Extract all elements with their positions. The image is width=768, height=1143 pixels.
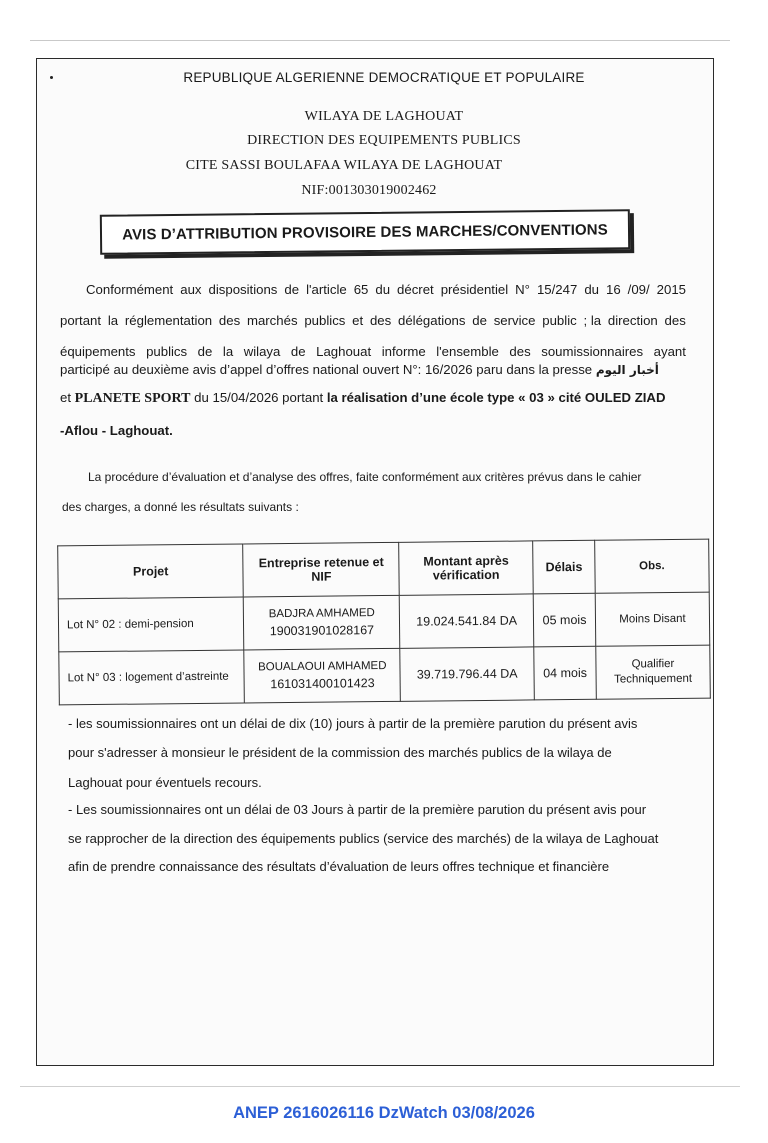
header-projet: Projet [58, 544, 244, 599]
row-obs: Qualifier Techniquement [596, 645, 711, 699]
intro-word: 16 [605, 282, 621, 297]
row-projet: Lot N° 02 : demi-pension [58, 597, 244, 652]
intro-word: la [107, 313, 119, 328]
intro-word: de [284, 282, 300, 297]
note-1-line-1: - les soumissionnaires ont un délai de dix (10) jours à partir de la première parution du présent avis [68, 716, 638, 731]
intro-line-4 [60, 362, 659, 377]
entreprise-name: BOUALAOUI AMHAMED [257, 659, 387, 674]
header-montant: Montant après vérification [399, 541, 533, 595]
row-entreprise [244, 595, 400, 650]
header-address: CITE SASSI BOULAFAA WILAYA DE LAGHOUAT [185, 158, 503, 173]
intro-word: délégations [398, 313, 466, 328]
intro-word: dispositions [208, 282, 278, 297]
footer-reference: ANEP 2616026116 DzWatch 03/08/2026 [233, 1104, 535, 1122]
intro-word: 2015 [656, 282, 686, 297]
intro-word: la [222, 344, 234, 359]
intro-word: 15/247 [536, 282, 578, 297]
intro-word: marchés [246, 313, 298, 328]
intro-word: équipements [60, 344, 136, 359]
header-entreprise: Entreprise retenue et NIF [243, 542, 399, 597]
intro-word: publics [304, 313, 346, 328]
row-montant: 39.719.796.44 DA [400, 647, 534, 701]
newspaper-name: PLANETE SPORT [74, 391, 191, 406]
intro-word: des [664, 313, 686, 328]
arabic-newspaper-name: أخبار اليوم [595, 363, 659, 377]
note-2-line-3: afin de prendre connaissance des résultats d’évaluation de leurs offres technique et financière [68, 859, 610, 874]
intro-word: des [509, 344, 531, 359]
table-header-row [58, 539, 710, 599]
row-obs: Moins Disant [595, 592, 710, 646]
intro-word: l'article [306, 282, 347, 297]
intro-word: et [352, 313, 364, 328]
bottom-divider [20, 1086, 740, 1087]
note-2-line-2: se rapprocher de la direction des équipements publics (service des marchés) de la wilaya de Laghouat [68, 831, 659, 846]
intro-word: Conformément [86, 282, 174, 297]
intro-word: direction [607, 313, 658, 328]
intro-line-2 [60, 313, 686, 328]
intro-line-4-text: participé au deuxième avis d’appel d’offres national ouvert N°: 16/2026 paru dans la presse [60, 362, 593, 377]
intro-line-5 [60, 390, 665, 407]
intro-word: du [584, 282, 599, 297]
table-row [58, 592, 710, 652]
procedure-line-2: des charges, a donné les résultats suivants : [62, 500, 299, 514]
row-montant: 19.024.541.84 DA [399, 594, 533, 648]
intro-word: de [197, 344, 213, 359]
project-name: la réalisation d’une école type « 03 » cité OULED ZIAD [326, 390, 666, 405]
header-obs: Obs. [595, 539, 710, 593]
intro-word: du [375, 282, 391, 297]
intro-word: des [218, 313, 241, 328]
intro-word: de [472, 313, 487, 328]
intro-line-5-mid: du 15/04/2026 portant [194, 390, 324, 405]
intro-word: wilaya [243, 344, 281, 359]
intro-line-1 [86, 282, 686, 297]
header-direction: DIRECTION DES EQUIPEMENTS PUBLICS [247, 133, 521, 148]
top-divider [30, 40, 730, 41]
intro-word: portant [60, 313, 102, 328]
header-republic: REPUBLIQUE ALGERIENNE DEMOCRATIQUE ET POPULAIRE [183, 70, 585, 85]
row-delais: 05 mois [533, 593, 595, 647]
row-entreprise [244, 648, 400, 703]
table-row [59, 645, 711, 705]
intro-word: 65 [353, 282, 369, 297]
notice-title: AVIS D’ATTRIBUTION PROVISOIRE DES MARCHES/CONVENTIONS [122, 220, 608, 244]
results-table [57, 539, 711, 706]
notice-title-box [100, 209, 630, 255]
note-2-line-1: - Les soumissionnaires ont un délai de 03 Jours à partir de la première parution du présent avis pour [68, 802, 647, 817]
row-projet: Lot N° 03 : logement d’astreinte [59, 650, 245, 705]
note-1-line-3: Laghouat pour éventuels recours. [68, 775, 262, 790]
intro-word: ayant [653, 344, 686, 359]
intro-word: décret [397, 282, 434, 297]
procedure-line-1: La procédure d’évaluation et d’analyse des offres, faite conformément aux critères prévus dans le cahier [88, 470, 642, 484]
intro-word: soumissionnaires [541, 344, 644, 359]
entreprise-name: BADJRA AMHAMED [268, 607, 375, 621]
intro-word: ; la [583, 313, 602, 328]
header-wilaya: WILAYA DE LAGHOUAT [304, 109, 464, 124]
intro-word: /09/ [627, 282, 650, 297]
intro-word: aux [180, 282, 202, 297]
header-nif: NIF:001303019002462 [301, 183, 437, 198]
intro-word: présidentiel [440, 282, 509, 297]
entreprise-nif: 190031901028167 [269, 623, 375, 639]
intro-line-3 [60, 344, 686, 359]
intro-word: N° [515, 282, 530, 297]
header-delais: Délais [533, 540, 595, 594]
entreprise-nif: 161031400101423 [270, 676, 375, 692]
intro-word: de [290, 344, 306, 359]
project-location: -Aflou - Laghouat. [60, 423, 173, 438]
intro-word: informe [381, 344, 426, 359]
row-delais: 04 mois [534, 646, 596, 700]
intro-word: Laghouat [316, 344, 372, 359]
note-1-line-2: pour s'adresser à monsieur le président de la commission des marchés publics de la wilaya de [68, 745, 612, 760]
intro-word: service [493, 313, 536, 328]
intro-line-5-pre: et [60, 390, 71, 405]
intro-word: publics [146, 344, 188, 359]
intro-word: l'ensemble [436, 344, 499, 359]
intro-word: des [369, 313, 392, 328]
intro-word: réglementation [124, 313, 213, 328]
intro-word: public [542, 313, 577, 328]
